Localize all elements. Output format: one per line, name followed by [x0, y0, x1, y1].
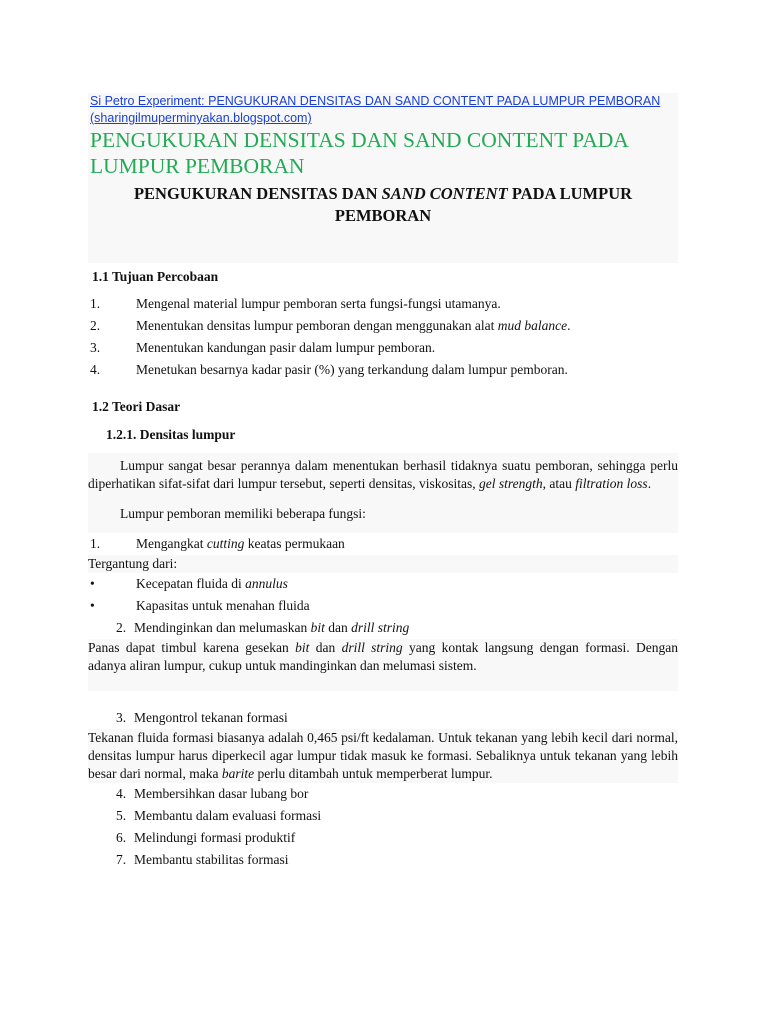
- list-text: Mengontrol tekanan formasi: [134, 710, 288, 725]
- paragraph-fungsi: Lumpur pemboran memiliki beberapa fungsi:: [120, 506, 366, 521]
- post-title-line2: LUMPUR PEMBORAN: [90, 154, 305, 178]
- list-item: [88, 827, 678, 849]
- source-link-line1[interactable]: Si Petro Experiment: PENGUKURAN DENSITAS DAN SAND CONTENT PADA LUMPUR PEMBORAN: [90, 94, 661, 108]
- list-number: 6.: [116, 830, 127, 845]
- list-item: [88, 707, 678, 729]
- list-text: Membersihkan dasar lubang bor: [134, 786, 309, 801]
- list-item: [88, 595, 678, 617]
- tekanan-block: [88, 729, 678, 783]
- tergantung-label: Tergantung dari:: [88, 555, 678, 573]
- document-title-part2: PADA LUMPUR: [507, 184, 633, 203]
- list-text: Menentukan kandungan pasir dalam lumpur pemboran.: [136, 340, 436, 355]
- fungsi-list-4: [88, 783, 678, 871]
- tergantung-bullets: [88, 573, 678, 617]
- list-text: Menetukan besarnya kadar pasir (%) yang terkandung dalam lumpur pemboran.: [136, 362, 568, 377]
- source-link-line2[interactable]: (sharingilmuperminyakan.blogspot.com): [90, 111, 312, 125]
- list-text: Mengenal material lumpur pemboran serta fungsi-fungsi utamanya.: [136, 296, 501, 311]
- list-number: 5.: [116, 808, 127, 823]
- paragraph-peran: Lumpur sangat besar perannya dalam menentukan berhasil tidaknya suatu pemboran, sehingga perlu diperhatikan sifat-sifat dari lumpur tersebut, seperti densitas, viskositas, gel strength, atau filtration loss.: [88, 458, 678, 491]
- list-item: [88, 533, 678, 555]
- post-title-line1: PENGUKURAN DENSITAS DAN SAND CONTENT PADA: [90, 128, 629, 152]
- header-block: [88, 93, 678, 263]
- list-text: Membantu dalam evaluasi formasi: [134, 808, 322, 823]
- list-item: [88, 805, 678, 827]
- list-number: 1.: [90, 536, 101, 551]
- list-text: Membantu stabilitas formasi: [134, 852, 289, 867]
- list-number: 3.: [116, 710, 127, 725]
- list-number: 7.: [116, 852, 127, 867]
- paragraph-block: [88, 453, 678, 533]
- list-text: Mengangkat cutting keatas permukaan: [136, 536, 345, 551]
- list-item: [88, 359, 678, 381]
- subsection-heading-densitas: 1.2.1. Densitas lumpur: [106, 427, 236, 442]
- bullet-mark: •: [90, 598, 95, 613]
- list-number: 4.: [90, 362, 101, 377]
- bullet-mark: •: [90, 576, 95, 591]
- list-item: [88, 849, 678, 871]
- list-text: Mendinginkan dan melumaskan bit dan drill string: [134, 620, 410, 635]
- section-heading-tujuan: 1.1 Tujuan Percobaan: [92, 269, 219, 284]
- list-text: Kapasitas untuk menahan fluida: [136, 598, 310, 613]
- paragraph-tekanan: Tekanan fluida formasi biasanya adalah 0,465 psi/ft kedalaman. Untuk tekanan yang lebih kecil dari normal, densitas lumpur harus diperkecil agar lumpur tidak masuk ke formasi. Sebaliknya untuk tekanan yang lebih besar dari normal, maka barite perlu ditambah untuk memperberat lumpur.: [88, 730, 678, 781]
- document-page: [88, 93, 678, 871]
- document-title-italic: SAND CONTENT: [381, 184, 508, 203]
- list-item: [88, 337, 678, 359]
- document-title: [88, 179, 678, 263]
- source-link[interactable]: [88, 93, 678, 127]
- list-item: [88, 783, 678, 805]
- paragraph-panas: Panas dapat timbul karena gesekan bit dan drill string yang kontak langsung dengan formasi. Dengan adanya aliran lumpur, cukup untuk mandinginkan dan melumasi sistem.: [88, 640, 679, 673]
- fungsi-list-2: [88, 617, 678, 639]
- list-number: 4.: [116, 786, 127, 801]
- list-text: Menentukan densitas lumpur pemboran dengan menggunakan alat mud balance.: [136, 318, 571, 333]
- list-item: [88, 293, 678, 315]
- fungsi-list-3: [88, 707, 678, 729]
- list-text: Kecepatan fluida di annulus: [136, 576, 288, 591]
- list-text: Melindungi formasi produktif: [134, 830, 296, 845]
- post-title: [88, 127, 678, 179]
- list-item: [88, 315, 678, 337]
- list-number: 2.: [90, 318, 101, 333]
- section-heading-teori: 1.2 Teori Dasar: [92, 399, 181, 414]
- document-title-part1: PENGUKURAN DENSITAS DAN: [133, 184, 382, 203]
- document-title-line2: PEMBORAN: [334, 206, 432, 225]
- tujuan-list: [88, 293, 678, 381]
- list-item: [88, 617, 678, 639]
- panas-block: [88, 639, 678, 691]
- list-number: 1.: [90, 296, 101, 311]
- list-number: 3.: [90, 340, 101, 355]
- list-item: [88, 573, 678, 595]
- list-number: 2.: [116, 620, 127, 635]
- fungsi-list-1: [88, 533, 678, 555]
